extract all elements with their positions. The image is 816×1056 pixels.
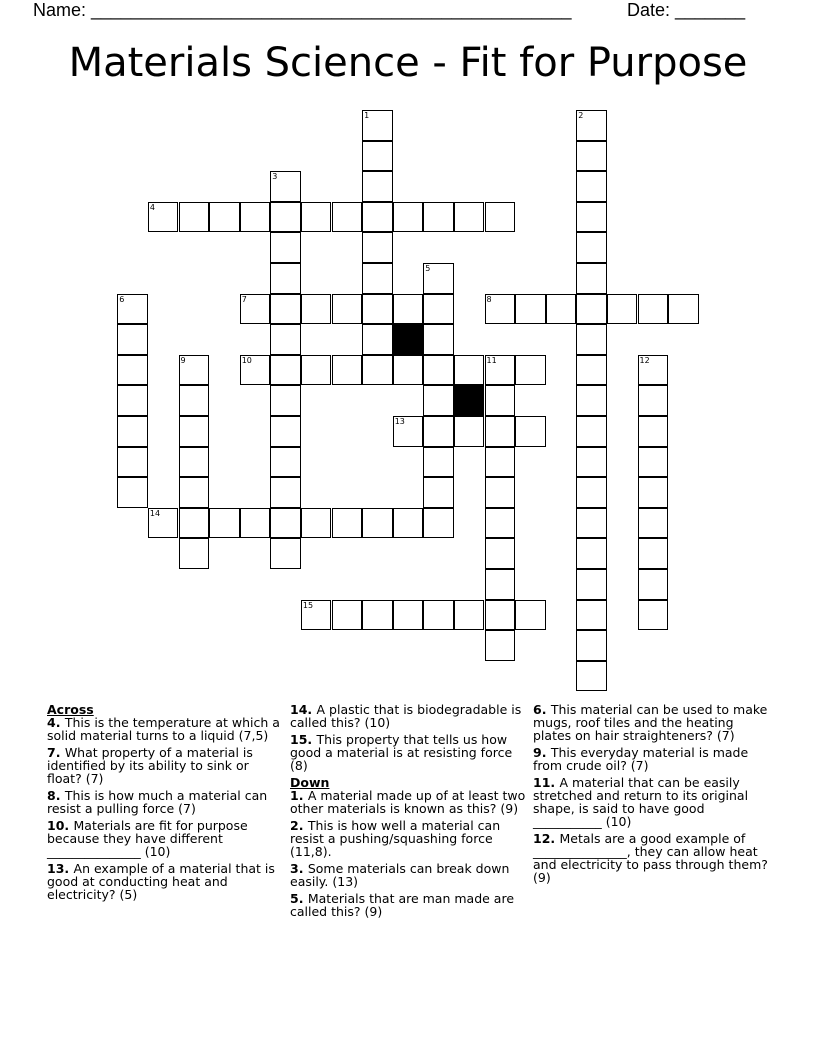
grid-cell[interactable] [117, 385, 148, 416]
grid-cell[interactable] [362, 600, 393, 631]
clue-across-10: 10. Materials are fit for purpose because they have different _______________ (10) [47, 818, 248, 859]
grid-cell[interactable] [576, 661, 607, 692]
grid-cell[interactable] [485, 447, 516, 478]
grid-cell[interactable] [576, 508, 607, 539]
grid-cell[interactable] [393, 355, 424, 386]
grid-cell[interactable] [179, 447, 210, 478]
grid-cell[interactable] [485, 385, 516, 416]
grid-cell[interactable] [393, 508, 424, 539]
grid-cell[interactable] [454, 600, 485, 631]
clue-down-11: 11. A material that can be easily stretched and return to its original shape, is said to have good ___________ (10) [533, 775, 749, 829]
grid-cell[interactable] [515, 600, 546, 631]
grid-cell[interactable] [576, 171, 607, 202]
grid-cell[interactable] [362, 232, 393, 263]
grid-cell[interactable] [638, 294, 669, 325]
grid-cell[interactable] [393, 600, 424, 631]
grid-cell[interactable] [576, 477, 607, 508]
grid-cell[interactable] [576, 447, 607, 478]
grid-cell[interactable] [179, 508, 210, 539]
grid-cell[interactable] [148, 508, 179, 539]
grid-cell[interactable] [240, 202, 271, 233]
grid-cell[interactable] [638, 477, 669, 508]
grid-cell[interactable] [423, 355, 454, 386]
grid-cell[interactable] [454, 416, 485, 447]
clue-number: 11 [486, 355, 497, 365]
clue-number: 13 [394, 417, 405, 426]
grid-cell[interactable] [638, 416, 669, 447]
clue-number: 4 [149, 202, 155, 212]
grid-cell[interactable] [270, 263, 301, 294]
grid-cell[interactable] [576, 263, 607, 294]
grid-cell[interactable] [638, 447, 669, 478]
grid-cell[interactable] [179, 385, 210, 416]
grid-cell[interactable] [576, 232, 607, 263]
clue-column-2 [290, 703, 530, 922]
grid-cell[interactable] [117, 477, 148, 508]
grid-cell[interactable] [301, 600, 332, 631]
grid-cell[interactable] [179, 355, 210, 386]
clue-column-3 [533, 703, 773, 888]
black-square [393, 324, 424, 355]
grid-cell[interactable] [454, 202, 485, 233]
grid-cell[interactable] [332, 202, 363, 233]
grid-cell[interactable] [576, 355, 607, 386]
grid-cell[interactable] [332, 294, 363, 325]
grid-cell[interactable] [576, 294, 607, 325]
page-title: Materials Science - Fit for Purpose [68, 40, 748, 86]
grid-cell[interactable] [270, 171, 301, 202]
grid-cell[interactable] [117, 294, 148, 325]
grid-cell[interactable] [209, 508, 240, 539]
grid-cell[interactable] [270, 416, 301, 447]
grid-cell[interactable] [485, 569, 516, 600]
grid-cell[interactable] [270, 324, 301, 355]
grid-cell[interactable] [576, 110, 607, 141]
grid-cell[interactable] [270, 232, 301, 263]
grid-cell[interactable] [270, 447, 301, 478]
grid-cell[interactable] [485, 508, 516, 539]
grid-cell[interactable] [423, 385, 454, 416]
across-heading: Across [47, 702, 94, 717]
grid-cell[interactable] [485, 630, 516, 661]
clue-down-12: 12. Metals are a good example of _______________, they can allow heat and electricity to pass through them? (9) [533, 831, 768, 885]
clue-number: 15 [302, 600, 314, 610]
grid-cell[interactable] [576, 630, 607, 661]
grid-cell[interactable] [270, 477, 301, 508]
grid-cell[interactable] [576, 538, 607, 569]
clue-down-1: 1. A material made up of at least two other materials is known as this? (9) [290, 788, 526, 816]
clue-number: 5 [425, 264, 431, 273]
clue-down-6: 6. This material can be used to make mugs, roof tiles and the heating plates on hair straighteners? (7) [533, 702, 768, 743]
clue-across-15: 15. This property that tells us how good a material is at resisting force (8) [290, 732, 513, 773]
grid-cell[interactable] [515, 294, 546, 325]
grid-cell[interactable] [179, 416, 210, 447]
grid-cell[interactable] [485, 416, 516, 447]
grid-cell[interactable] [546, 294, 577, 325]
grid-cell[interactable] [576, 202, 607, 233]
grid-cell[interactable] [179, 538, 210, 569]
clue-number: 8 [486, 294, 492, 304]
grid-cell[interactable] [638, 508, 669, 539]
grid-cell[interactable] [240, 355, 271, 386]
down-heading: Down [290, 775, 330, 790]
grid-cell[interactable] [362, 202, 393, 233]
grid-cell[interactable] [270, 202, 301, 233]
grid-cell[interactable] [423, 294, 454, 325]
clue-number: 1 [364, 111, 370, 120]
grid-cell[interactable] [576, 600, 607, 631]
clue-across-4: 4. This is the temperature at which a solid material turns to a liquid (7,5) [47, 715, 280, 743]
grid-cell[interactable] [332, 355, 363, 386]
clue-across-14: 14. A plastic that is biodegradable is called this? (10) [290, 702, 522, 730]
grid-cell[interactable] [485, 294, 516, 325]
grid-cell[interactable] [638, 600, 669, 631]
date-field: Date: _______ [627, 0, 746, 20]
grid-cell[interactable] [393, 202, 424, 233]
clue-across-8: 8. This is how much a material can resist a pulling force (7) [47, 788, 268, 816]
grid-cell[interactable] [423, 263, 454, 294]
grid-cell[interactable] [362, 294, 393, 325]
grid-cell[interactable] [362, 508, 393, 539]
grid-cell[interactable] [270, 385, 301, 416]
clue-number: 12 [639, 355, 650, 365]
grid-cell[interactable] [270, 508, 301, 539]
grid-cell[interactable] [148, 202, 179, 233]
clue-number: 9 [180, 355, 186, 365]
black-square [454, 385, 485, 416]
grid-cell[interactable] [423, 447, 454, 478]
clue-down-9: 9. This everyday material is made from crude oil? (7) [533, 745, 749, 773]
grid-cell[interactable] [362, 141, 393, 172]
grid-cell[interactable] [117, 447, 148, 478]
clue-number: 14 [149, 508, 161, 518]
grid-cell[interactable] [485, 355, 516, 386]
grid-cell[interactable] [362, 110, 393, 141]
clue-number: 10 [241, 355, 252, 365]
grid-cell[interactable] [393, 416, 424, 447]
grid-cell[interactable] [332, 508, 363, 539]
grid-cell[interactable] [301, 294, 332, 325]
grid-cell[interactable] [485, 600, 516, 631]
grid-cell[interactable] [485, 538, 516, 569]
grid-cell[interactable] [607, 294, 638, 325]
grid-cell[interactable] [301, 355, 332, 386]
grid-cell[interactable] [423, 477, 454, 508]
grid-cell[interactable] [668, 294, 699, 325]
grid-cell[interactable] [485, 477, 516, 508]
grid-cell[interactable] [576, 141, 607, 172]
grid-cell[interactable] [270, 294, 301, 325]
name-field: Name: ________________________________________________ [33, 0, 572, 20]
clue-down-5: 5. Materials that are man made are called this? (9) [290, 891, 515, 919]
grid-cell[interactable] [638, 385, 669, 416]
grid-cell[interactable] [454, 355, 485, 386]
grid-cell[interactable] [515, 416, 546, 447]
grid-cell[interactable] [576, 416, 607, 447]
grid-cell[interactable] [179, 202, 210, 233]
grid-cell[interactable] [270, 538, 301, 569]
grid-cell[interactable] [423, 508, 454, 539]
grid-cell[interactable] [362, 171, 393, 202]
grid-cell[interactable] [393, 294, 424, 325]
grid-cell[interactable] [117, 324, 148, 355]
grid-cell[interactable] [332, 600, 363, 631]
clue-column-1 [47, 703, 287, 905]
grid-cell[interactable] [179, 477, 210, 508]
grid-cell[interactable] [301, 508, 332, 539]
grid-cell[interactable] [638, 355, 669, 386]
grid-cell[interactable] [638, 569, 669, 600]
grid-cell[interactable] [638, 538, 669, 569]
grid-cell[interactable] [362, 355, 393, 386]
grid-cell[interactable] [362, 324, 393, 355]
clue-number: 6 [119, 294, 125, 304]
grid-cell[interactable] [423, 416, 454, 447]
grid-cell[interactable] [240, 508, 271, 539]
clue-number: 3 [272, 172, 278, 182]
grid-cell[interactable] [270, 355, 301, 386]
clue-across-7: 7. What property of a material is identified by its ability to sink or float? (7) [47, 745, 253, 786]
grid-cell[interactable] [515, 355, 546, 386]
grid-cell[interactable] [117, 355, 148, 386]
clue-number: 7 [241, 294, 247, 304]
grid-cell[interactable] [423, 202, 454, 233]
grid-cell[interactable] [423, 324, 454, 355]
grid-cell[interactable] [423, 600, 454, 631]
grid-cell[interactable] [117, 416, 148, 447]
grid-cell[interactable] [576, 385, 607, 416]
grid-cell[interactable] [240, 294, 271, 325]
grid-cell[interactable] [209, 202, 240, 233]
grid-cell[interactable] [362, 263, 393, 294]
clue-down-2: 2. This is how well a material can resist a pushing/squashing force (11,8). [290, 818, 501, 859]
clue-across-13: 13. An example of a material that is good at conducting heat and electricity? (5) [47, 861, 275, 902]
clue-number: 2 [578, 111, 584, 120]
grid-cell[interactable] [576, 324, 607, 355]
grid-cell[interactable] [301, 202, 332, 233]
grid-cell[interactable] [576, 569, 607, 600]
grid-cell[interactable] [485, 202, 516, 233]
clue-down-3: 3. Some materials can break down easily. (13) [290, 861, 510, 889]
